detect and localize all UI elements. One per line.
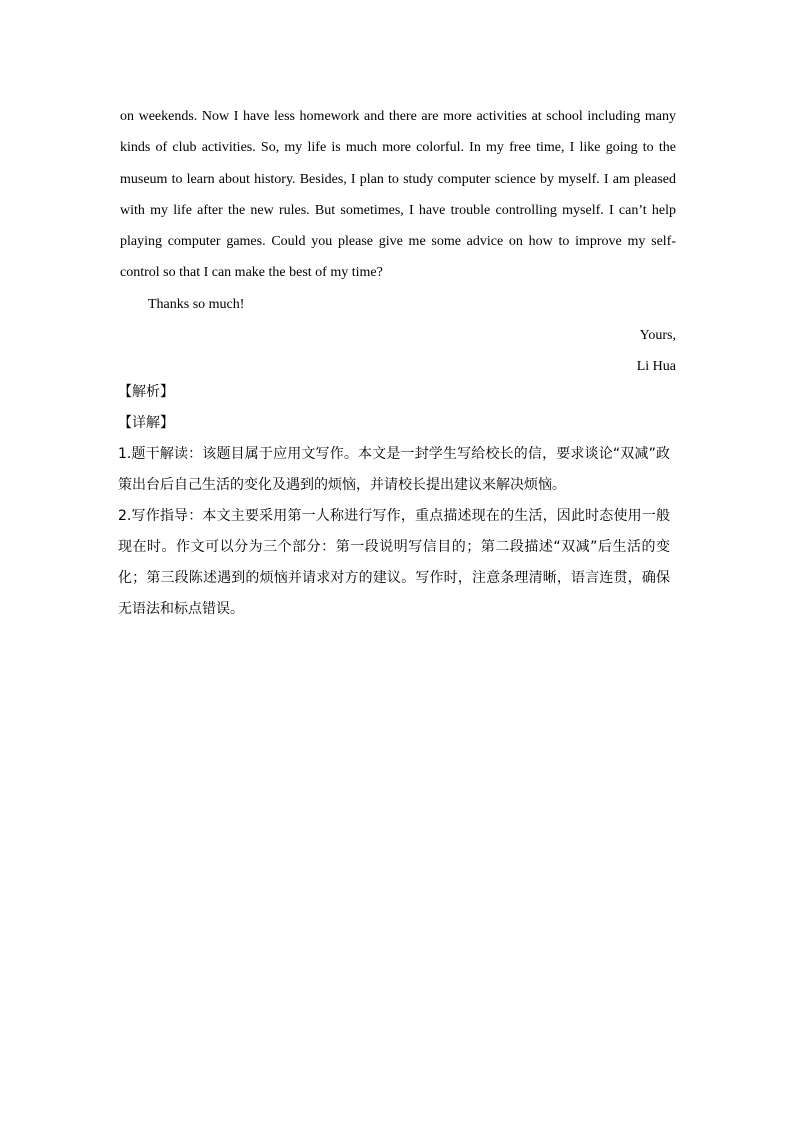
letter-thanks: Thanks so much! xyxy=(148,296,245,312)
analysis-point-2: 2.写作指导：本文主要采用第一人称进行写作，重点描述现在的生活，因此时态使用一般现在时。作文可以分为三个部分：第一段说明写信目的；第二段描述“双减”后生活的变化；第三段陈述遇到的烦恼并请求对方的建议。写作时，注意条理清晰，语言连贯，确保无语法和标点错误。 xyxy=(118,508,670,617)
analysis-section xyxy=(118,377,670,625)
letter-closing: Yours, xyxy=(639,328,676,344)
letter-signature: Li Hua xyxy=(636,359,676,375)
heading-jiexi: 【解析】 xyxy=(118,384,174,400)
letter-section xyxy=(120,101,676,383)
letter-body: on weekends. Now I have less homework and there are more activities at school including many kinds of club activities. So, my life is much more colorful. In my free time, I like going to the museum to learn about history. Besides, I plan to study computer science by myself. I am pleased with my life after the new rules. But sometimes, I have trouble controlling myself. I can’t help playing computer games. Could you please give me some advice on how to improve my self-control so that I can make the best of my time? xyxy=(120,109,676,281)
analysis-point-1: 1.题干解读：该题目属于应用文写作。本文是一封学生写给校长的信，要求谈论“双减”政策出台后自己生活的变化及遇到的烦恼，并请校长提出建议来解决烦恼。 xyxy=(118,446,670,493)
heading-xiangjie: 【详解】 xyxy=(118,415,174,431)
